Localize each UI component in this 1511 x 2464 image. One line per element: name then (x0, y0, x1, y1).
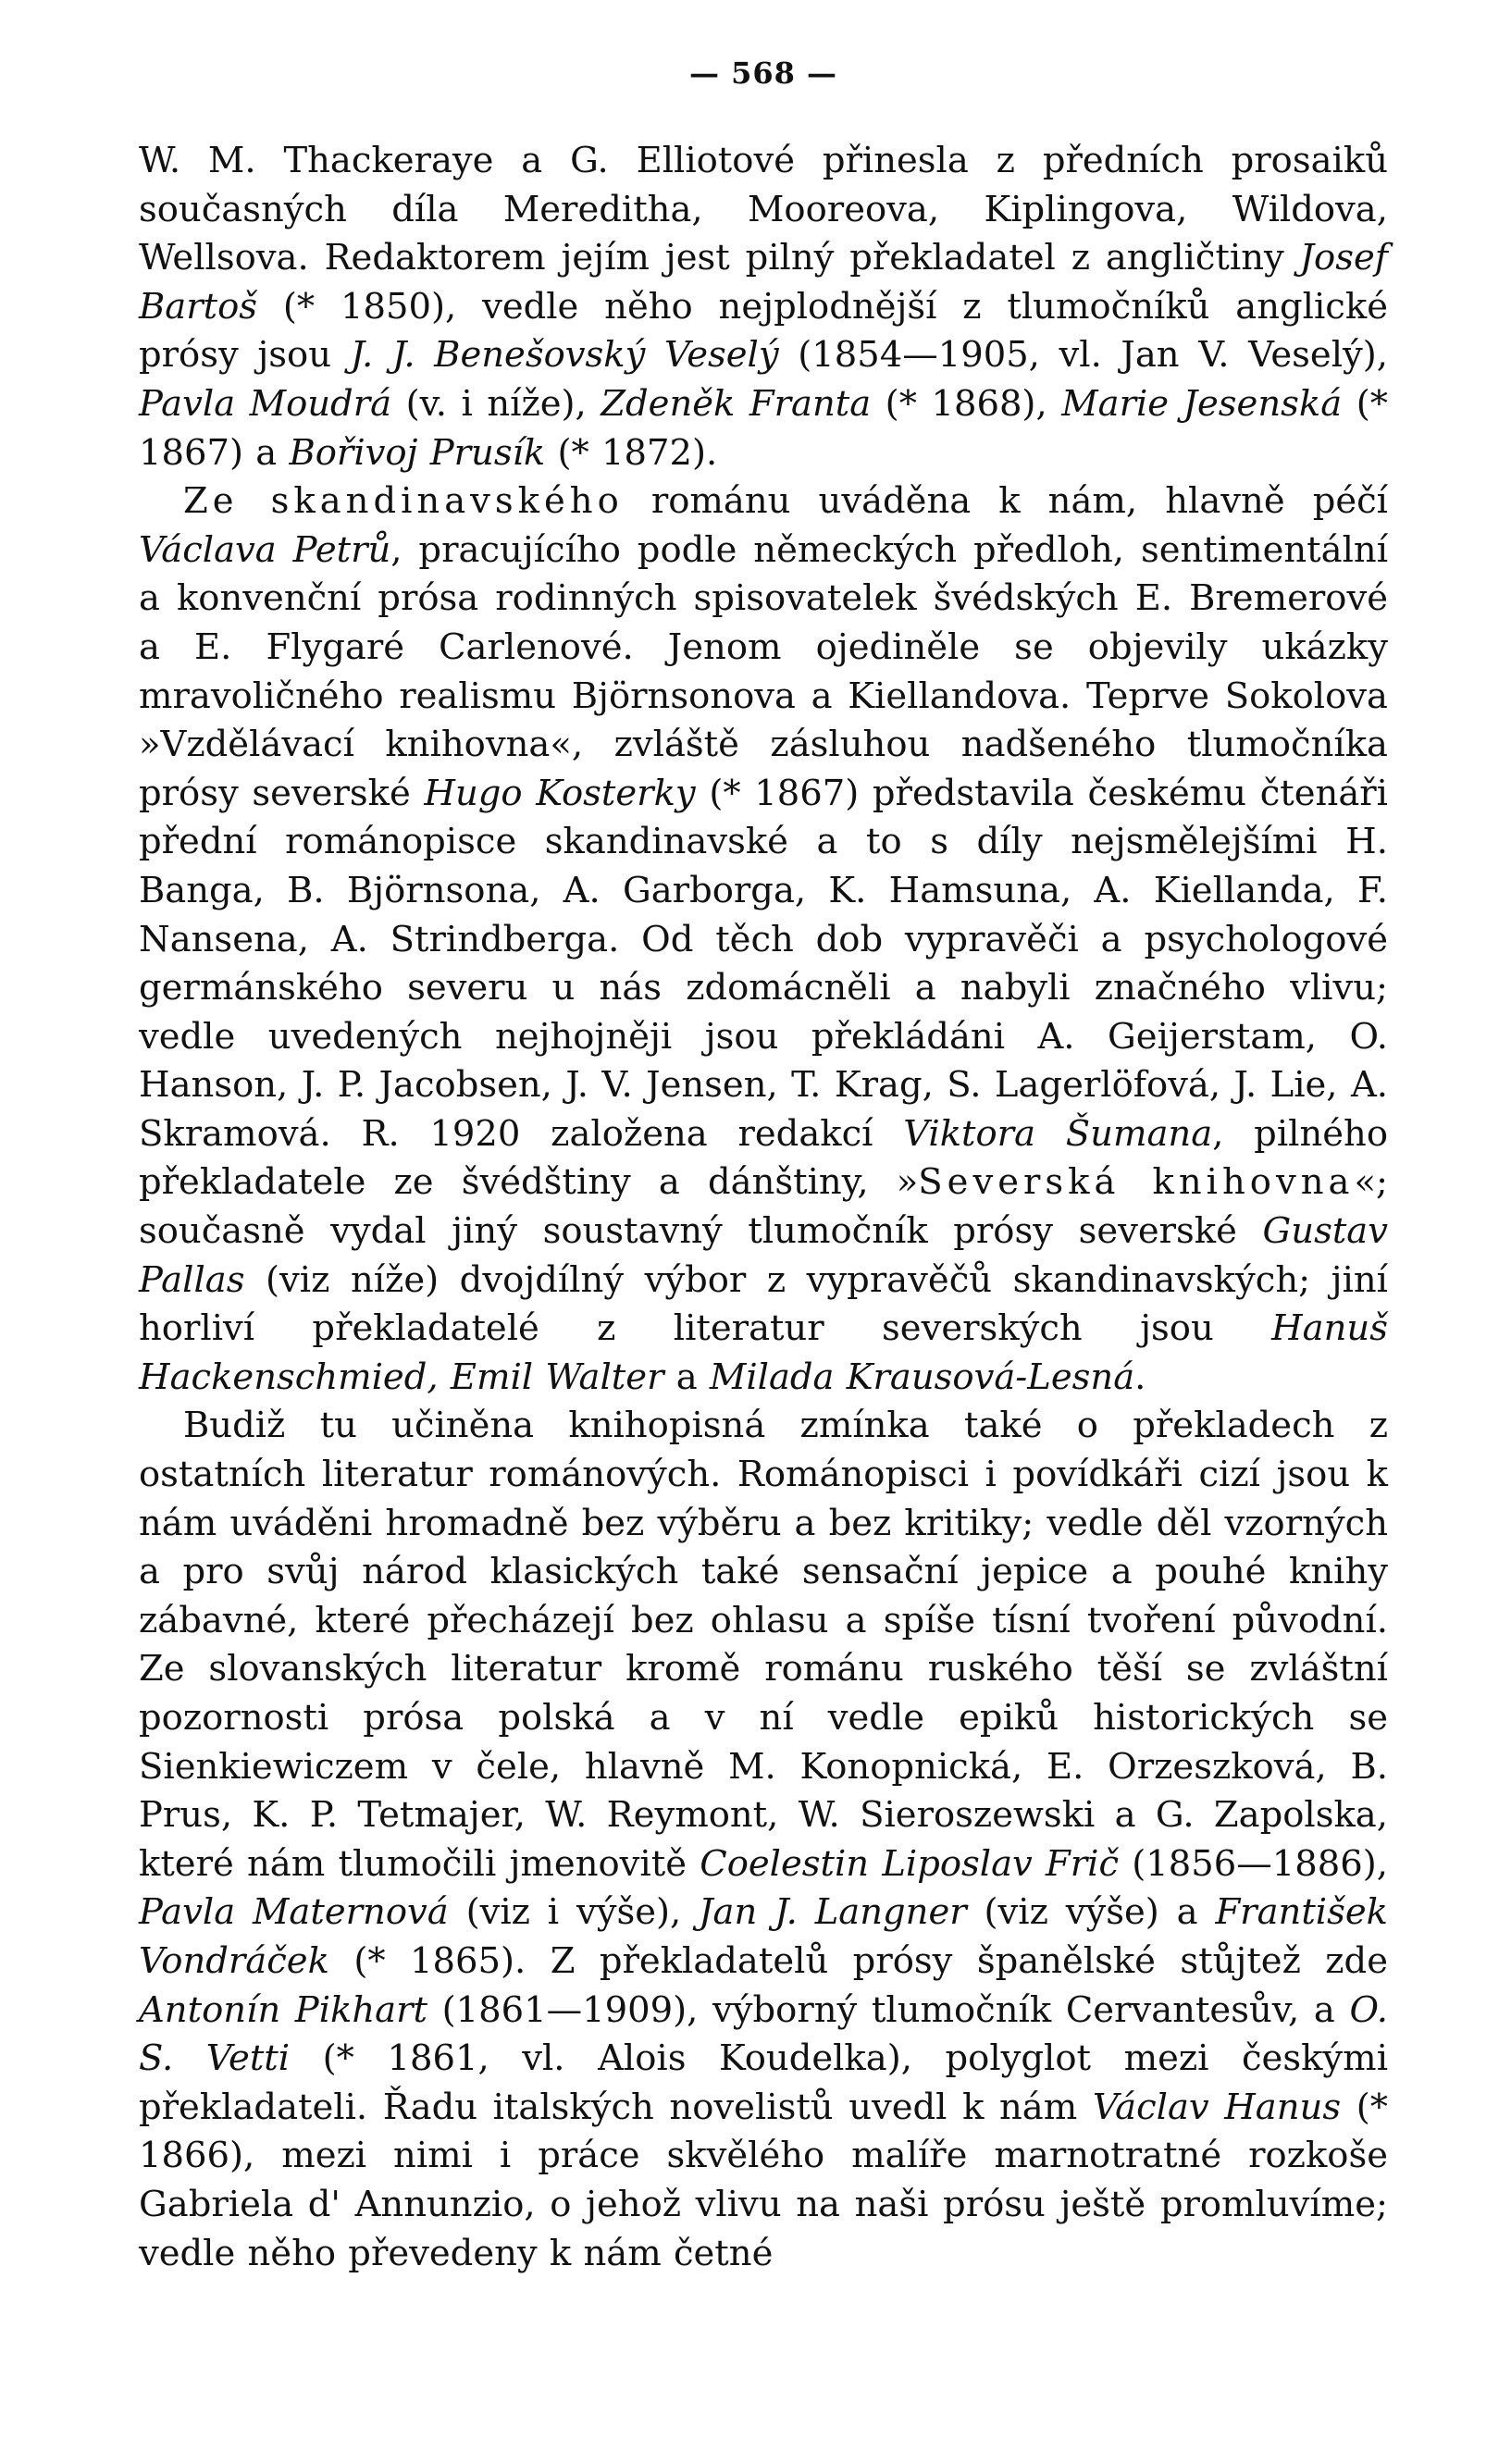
paragraph (139, 477, 1388, 1402)
italic-name: Jan J. Langner (699, 1891, 967, 1934)
italic-name: Václava Petrů (139, 528, 391, 571)
text-run: (1861—1909), výborný tlumočník Cervantesův, a (427, 1988, 1350, 2031)
text-run: (1856—1886), (1119, 1842, 1388, 1885)
text-run: (* 1866), mezi nimi i práce skvělého malíře marnotratné rozkoše Gabriela d' Annunzio, o jehož vlivu na naši prósu ještě promluvíme; vedle něho převedeny k nám četné (139, 2086, 1388, 2274)
spaced-text: Severská knihovna (918, 1161, 1355, 1204)
text-run: a (663, 1356, 710, 1398)
italic-name: Pavla Maternová (139, 1891, 449, 1934)
text-run: (* 1850), vedle něho nejplodnější z tlumočníků anglické prósy jsou (139, 285, 1388, 377)
italic-name: O. S. Vetti (139, 1988, 1388, 2080)
italic-name: Josef Bartoš (139, 237, 1388, 328)
text-run: , pracujícího podle německých předloh, sentimentální a konvenční prósa rodinných spisovatelek švédských E. Bremerové a E. Flygaré Carlenové. Jenom ojediněle se objevily ukázky mravoličného realismu Björnsonova a Kiellandova. Teprve Sokolova »Vzdělávací knihovna«, zvláště zásluhou nadšeného tlumočníka prósy severské (139, 528, 1389, 814)
book-page (139, 56, 1388, 2278)
text-run: (* 1867) a (139, 382, 1388, 474)
spaced-text: Ze skandinavského (183, 480, 624, 523)
italic-name: Antonín Pikhart (139, 1988, 427, 2031)
italic-name: Bořivoj Prusík (289, 431, 546, 474)
text-run: . (1134, 1356, 1146, 1398)
text-run: (viz výše) a (966, 1891, 1216, 1934)
text-run: W. M. Thackeraye a G. Elliotové přinesla z předních prosaiků současných díla Mereditha, Mooreova, Kiplingova, Wildova, Wellsova. Redaktorem jejím jest pilný překladatel z angličtiny (139, 140, 1388, 279)
text-run: (* 1861, vl. Alois Koudelka), polyglot mezi českými překladateli. Řadu italských novelistů uvedl k nám (139, 2037, 1389, 2128)
text-run: (v. i níže), (391, 382, 601, 425)
italic-name: Viktora Šumana (903, 1112, 1213, 1155)
italic-name: J. J. Benešovský Veselý (350, 334, 779, 377)
italic-name: Marie Jesenská (1061, 382, 1343, 425)
paragraph (139, 137, 1388, 477)
italic-name: Coelestin Liposlav Frič (700, 1842, 1120, 1885)
text-run: (* 1867) představila českému čtenáři přední románopisce skandinavské a to s díly nejsmělejšími H. Banga, B. Björnsona, A. Garborga, K. Hamsuna, A. Kiellanda, F. Nansena, A. Strindberga. Od těch dob vypravěči a psychologové germánského severu u nás zdomácněli a nabyli značného vlivu; vedle uvedených nejhojněji jsou překládáni A. Geijerstam, O. Hanson, J. P. Jacobsen, J. V. Jensen, T. Krag, S. Lagerlöfová, J. Lie, A. Skramová. R. 1920 založena redakcí (139, 772, 1388, 1155)
italic-name: Hanuš Hackenschmied, Emil Walter (139, 1307, 1388, 1398)
text-run: «; současně vydal jiný soustavný tlumočník prósy severské (139, 1161, 1388, 1253)
italic-name: Zdeněk Franta (601, 382, 872, 425)
text-run: (* 1872). (545, 431, 718, 474)
italic-name: Pavla Moudrá (139, 382, 392, 425)
italic-name: Václav Hanus (1092, 2086, 1342, 2128)
italic-name: Gustav Pallas (139, 1210, 1388, 1301)
italic-name: Hugo Kosterky (424, 772, 696, 814)
page-body (139, 137, 1388, 2278)
italic-name: František Vondráček (139, 1891, 1388, 1982)
italic-name: Milada Krausová-Lesná (709, 1356, 1135, 1398)
text-run: (viz níže) dvojdílný výbor z vypravěčů skandinavských; jiní horliví překladatelé z literatur severských jsou (139, 1258, 1388, 1350)
text-run: (1854—1905, vl. Jan V. Veselý), (778, 334, 1389, 377)
paragraph (139, 1402, 1388, 2278)
text-run: , pilného překladatele ze švédštiny a dánštiny, » (139, 1112, 1388, 1204)
text-run: (* 1865). Z překladatelů prósy španělské stůjtež zde (328, 1939, 1388, 1982)
text-run: (viz i výše), (448, 1891, 700, 1934)
text-run: románu uváděna k nám, hlavně péčí (623, 480, 1388, 523)
page-number: — 568 — (688, 56, 838, 91)
text-run: Budiž tu učiněna knihopisná zmínka také o překladech z ostatních literatur románových. Románopisci i povídkáři cizí jsou k nám uváděni hromadně bez výběru a bez kritiky; vedle děl vzorných a pro svůj národ klasických také sensační jepice a pouhé knihy zábavné, které přecházejí bez ohlasu a spíše tísní tvoření původní. Ze slovanských literatur kromě románu ruského těší se zvláštní pozornosti prósa polská a v ní vedle epiků historických se Sienkiewiczem v čele, hlavně M. Konopnická, E. Orzeszková, B. Prus, K. P. Tetmajer, W. Reymont, W. Sieroszewski a G. Zapolska, které nám tlumočili jmenovitě (139, 1405, 1388, 1885)
text-run: (* 1868), (871, 382, 1062, 425)
